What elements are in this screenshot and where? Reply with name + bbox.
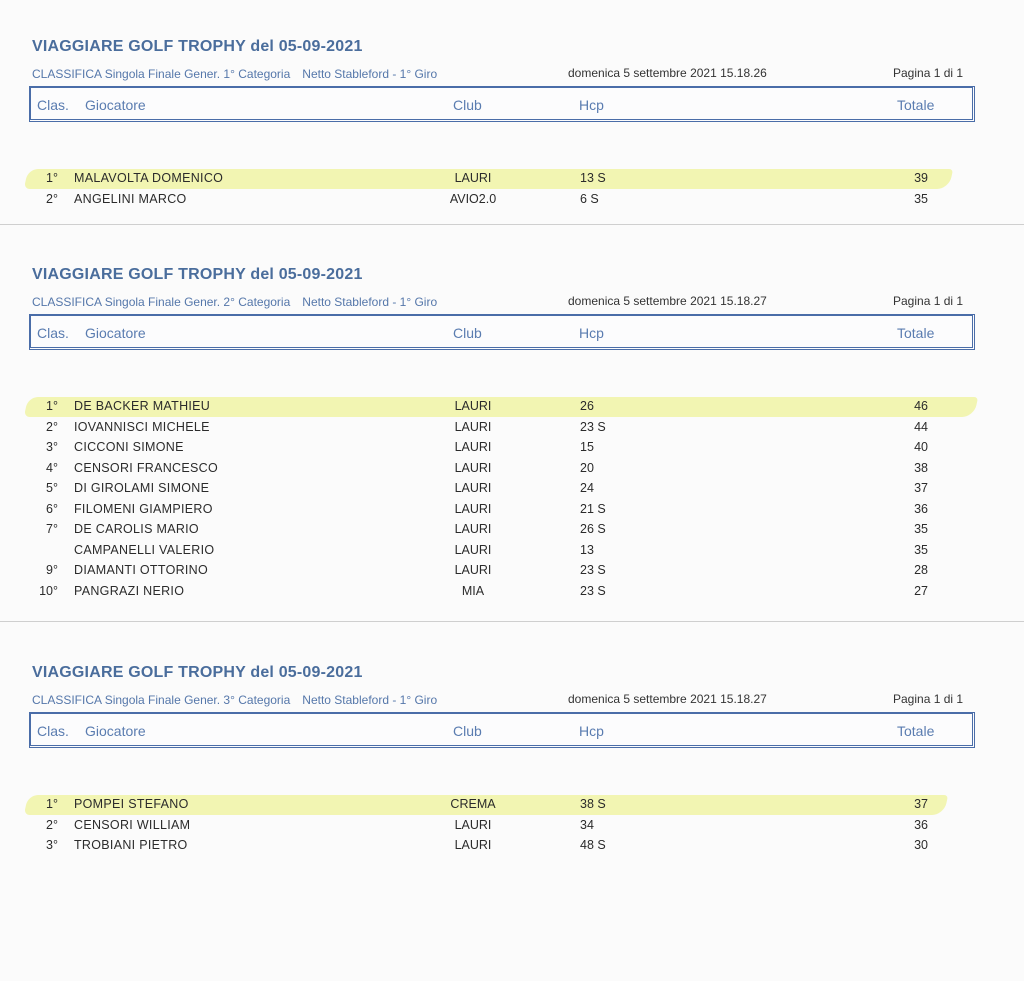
rank-cell: 3°: [46, 440, 58, 454]
player-name-cell: ANGELINI MARCO: [74, 191, 187, 206]
table-row: [0, 541, 1024, 561]
player-name-cell: MALAVOLTA DOMENICO: [74, 171, 224, 185]
table-row: [0, 795, 1024, 815]
table-row: [0, 438, 1024, 458]
handicap-cell: 6 S: [580, 191, 599, 206]
handicap-cell: 15: [580, 440, 594, 454]
club-cell: MIA: [461, 583, 485, 598]
table-row: [0, 561, 1024, 581]
player-name-cell: DIAMANTI OTTORINO: [74, 563, 209, 577]
rank-cell: 4°: [46, 460, 58, 475]
method-label: Netto Stableford - 1° Giro: [302, 693, 438, 707]
ranking-subtitle: [32, 295, 437, 309]
club-cell: AVIO2.0: [449, 191, 497, 206]
handicap-cell: 24: [580, 481, 594, 495]
print-datetime: domenica 5 settembre 2021 15.18.27: [568, 692, 767, 706]
header-giocatore: Giocatore: [85, 97, 146, 113]
method-label: Netto Stableford - 1° Giro: [302, 67, 438, 81]
total-cell: 39: [914, 171, 928, 185]
player-name-cell: CICCONI SIMONE: [74, 440, 184, 454]
total-cell: 30: [914, 838, 928, 852]
header-clas: Clas.: [37, 723, 69, 739]
header-club: Club: [453, 97, 482, 113]
player-name-cell: POMPEI STEFANO: [74, 797, 189, 811]
rank-cell: 5°: [46, 481, 58, 495]
print-datetime: domenica 5 settembre 2021 15.18.27: [568, 294, 767, 308]
player-name-cell: CENSORI WILLIAM: [74, 817, 191, 832]
handicap-cell: 13: [580, 542, 594, 557]
player-name-cell: PANGRAZI NERIO: [74, 583, 185, 598]
handicap-cell: 23 S: [580, 583, 606, 598]
total-cell: 35: [914, 522, 928, 536]
club-cell: LAURI: [454, 481, 492, 495]
handicap-cell: 38 S: [580, 797, 606, 811]
club-cell: LAURI: [454, 460, 492, 475]
rank-cell: 3°: [46, 838, 58, 852]
club-cell: LAURI: [454, 838, 492, 852]
header-giocatore: Giocatore: [85, 325, 146, 341]
total-cell: 35: [914, 191, 928, 206]
total-cell: 46: [914, 399, 928, 413]
table-row: [0, 418, 1024, 438]
club-cell: LAURI: [454, 563, 492, 577]
club-cell: LAURI: [454, 171, 492, 185]
section-separator: [0, 621, 1024, 622]
table-row: [0, 169, 1024, 189]
rank-cell: 2°: [46, 419, 58, 434]
club-cell: LAURI: [454, 440, 492, 454]
rank-cell: 10°: [39, 583, 58, 598]
total-cell: 37: [914, 797, 928, 811]
table-header: [29, 712, 975, 748]
total-cell: 40: [914, 440, 928, 454]
table-header: [29, 314, 975, 350]
page-title: VIAGGIARE GOLF TROPHY del 05-09-2021: [32, 266, 363, 283]
header-giocatore: Giocatore: [85, 723, 146, 739]
header-hcp: Hcp: [579, 97, 604, 113]
club-cell: LAURI: [454, 522, 492, 536]
table-row: [0, 836, 1024, 856]
club-cell: LAURI: [454, 419, 492, 434]
table-row: [0, 479, 1024, 499]
table-row: [0, 459, 1024, 479]
rank-cell: 6°: [46, 501, 58, 516]
rank-cell: 2°: [46, 191, 58, 206]
category-label: CLASSIFICA Singola Finale Gener. 1° Categoria: [32, 67, 291, 81]
handicap-cell: 26: [580, 399, 594, 413]
header-club: Club: [453, 723, 482, 739]
player-name-cell: DI GIROLAMI SIMONE: [74, 481, 210, 495]
header-totale: Totale: [897, 325, 935, 341]
header-hcp: Hcp: [579, 325, 604, 341]
header-totale: Totale: [897, 723, 935, 739]
table-row: [0, 582, 1024, 602]
club-cell: LAURI: [454, 817, 492, 832]
club-cell: CREMA: [450, 797, 496, 811]
player-name-cell: DE BACKER MATHIEU: [74, 399, 211, 413]
total-cell: 28: [914, 563, 928, 577]
player-name-cell: IOVANNISCI MICHELE: [74, 419, 210, 434]
handicap-cell: 21 S: [580, 501, 606, 516]
table-row: [0, 397, 1024, 417]
print-datetime: domenica 5 settembre 2021 15.18.26: [568, 66, 767, 80]
player-name-cell: DE CAROLIS MARIO: [74, 522, 199, 536]
rank-cell: 1°: [46, 171, 58, 185]
page-number: Pagina 1 di 1: [893, 66, 964, 80]
player-name-cell: CENSORI FRANCESCO: [74, 460, 219, 475]
handicap-cell: 23 S: [580, 563, 606, 577]
handicap-cell: 26 S: [580, 522, 606, 536]
page-title: VIAGGIARE GOLF TROPHY del 05-09-2021: [32, 664, 363, 681]
category-label: CLASSIFICA Singola Finale Gener. 2° Categoria: [32, 295, 291, 309]
category-label: CLASSIFICA Singola Finale Gener. 3° Categoria: [32, 693, 291, 707]
handicap-cell: 48 S: [580, 838, 606, 852]
player-name-cell: CAMPANELLI VALERIO: [74, 542, 215, 557]
rank-cell: 7°: [46, 522, 58, 536]
total-cell: 38: [914, 460, 928, 475]
rank-cell: 1°: [46, 399, 58, 413]
table-row: [0, 190, 1024, 210]
header-clas: Clas.: [37, 97, 69, 113]
method-label: Netto Stableford - 1° Giro: [302, 295, 438, 309]
player-name-cell: FILOMENI GIAMPIERO: [74, 501, 213, 516]
section-separator: [0, 224, 1024, 225]
page-title: VIAGGIARE GOLF TROPHY del 05-09-2021: [32, 38, 363, 55]
rank-cell: 9°: [46, 563, 58, 577]
rank-cell: 1°: [46, 797, 58, 811]
header-hcp: Hcp: [579, 723, 604, 739]
table-row: [0, 816, 1024, 836]
header-totale: Totale: [897, 97, 935, 113]
table-row: [0, 500, 1024, 520]
club-cell: LAURI: [454, 399, 492, 413]
page-number: Pagina 1 di 1: [893, 294, 964, 308]
handicap-cell: 13 S: [580, 171, 606, 185]
table-row: [0, 520, 1024, 540]
header-club: Club: [453, 325, 482, 341]
total-cell: 37: [914, 481, 928, 495]
total-cell: 36: [914, 817, 928, 832]
club-cell: LAURI: [454, 542, 492, 557]
table-header: [29, 86, 975, 122]
rank-cell: 2°: [46, 817, 58, 832]
club-cell: LAURI: [454, 501, 492, 516]
handicap-cell: 20: [580, 460, 594, 475]
handicap-cell: 34: [580, 817, 594, 832]
ranking-subtitle: [32, 693, 437, 707]
page-number: Pagina 1 di 1: [893, 692, 964, 706]
total-cell: 27: [914, 583, 928, 598]
player-name-cell: TROBIANI PIETRO: [74, 838, 188, 852]
total-cell: 36: [914, 501, 928, 516]
ranking-subtitle: [32, 67, 437, 81]
total-cell: 44: [914, 419, 928, 434]
header-clas: Clas.: [37, 325, 69, 341]
total-cell: 35: [914, 542, 928, 557]
handicap-cell: 23 S: [580, 419, 606, 434]
